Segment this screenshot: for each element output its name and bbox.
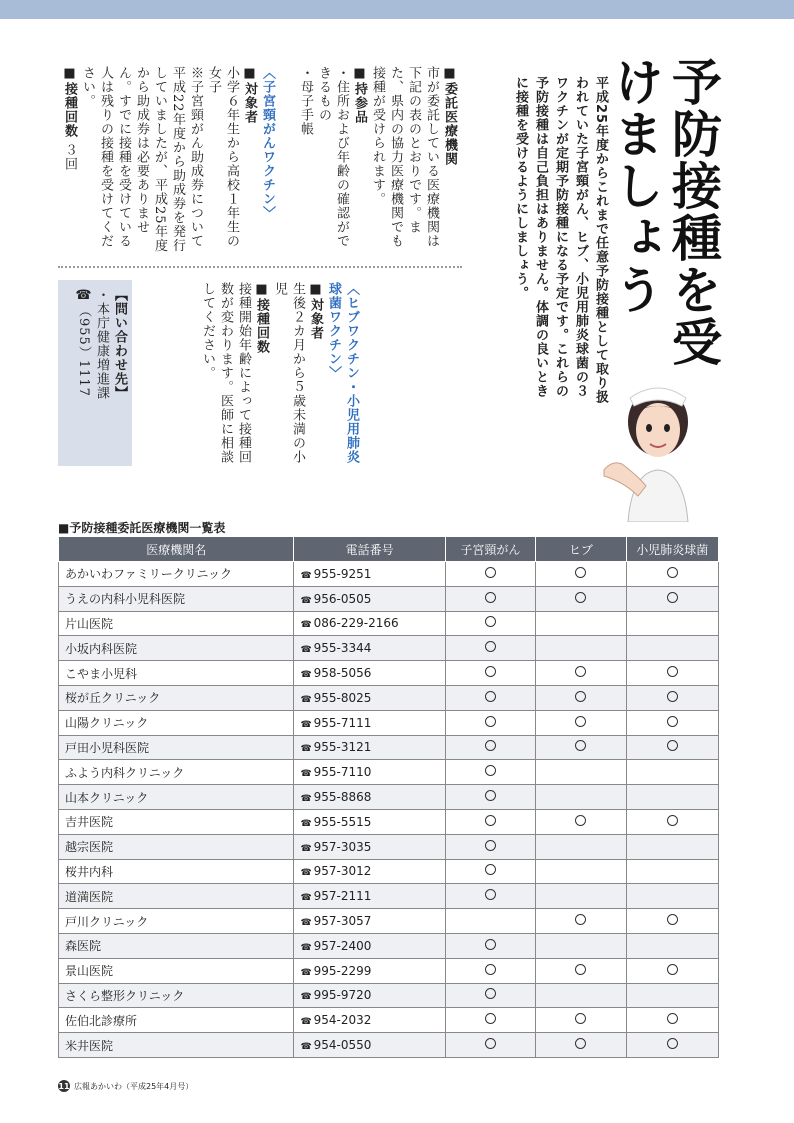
- phone-icon: ☎: [300, 1017, 312, 1028]
- phone-number: 957-3035: [313, 839, 372, 854]
- availability-cell: [626, 685, 718, 710]
- subsidy-note: ※子宮頸がん助成券について平成22年度から助成券を発行していましたが、平成25年度から助成券は必要ありません。すでに接種を受けている人は残りの接種を受けてください。: [80, 66, 203, 253]
- phone-number: 957-3012: [313, 864, 372, 879]
- availability-cell: [626, 933, 718, 958]
- table-row: [59, 710, 719, 735]
- bring-item-id: ・住所および年齢の確認ができるもの: [316, 66, 349, 248]
- heading-doses: ■接種回数: [62, 66, 77, 138]
- top-color-band: [0, 0, 794, 19]
- phone-icon: ☎: [300, 670, 312, 681]
- phone-cell: [294, 983, 445, 1008]
- availability-cell: [445, 834, 535, 859]
- phone-icon: ☎: [300, 818, 312, 829]
- available-circle-icon: [485, 666, 496, 677]
- phone-cell: [294, 834, 445, 859]
- table-row: [59, 785, 719, 810]
- table-row: [59, 1008, 719, 1033]
- available-circle-icon: [667, 964, 678, 975]
- institution-name: 佐伯北診療所: [59, 1008, 294, 1033]
- institution-name: あかいわファミリークリニック: [59, 562, 294, 587]
- availability-cell: [626, 834, 718, 859]
- available-circle-icon: [575, 1038, 586, 1049]
- phone-icon: ☎: [300, 918, 312, 929]
- table-row: [59, 834, 719, 859]
- available-circle-icon: [667, 567, 678, 578]
- available-circle-icon: [667, 691, 678, 702]
- institution-name: 桜が丘クリニック: [59, 685, 294, 710]
- phone-icon: ☎: [300, 645, 312, 656]
- available-circle-icon: [485, 790, 496, 801]
- phone-icon: ☎: [300, 570, 312, 581]
- institution-name: こやま小児科: [59, 661, 294, 686]
- available-circle-icon: [667, 1013, 678, 1024]
- available-circle-icon: [485, 592, 496, 603]
- phone-cell: [294, 661, 445, 686]
- section-cervical-vaccine: [58, 66, 276, 261]
- table-row: [59, 760, 719, 785]
- availability-cell: [536, 735, 626, 760]
- availability-cell: [445, 983, 535, 1008]
- doses-value: ３回: [62, 143, 77, 172]
- phone-cell: [294, 884, 445, 909]
- publication-name: 広報あかいわ（平成25年4月号）: [74, 1081, 194, 1091]
- availability-cell: [536, 760, 626, 785]
- lead-paragraph: 平成25年度からこれまで任意予防接種として取り扱われていた子宮頸がん、ヒブ、小児用肺炎球菌の３ワクチンが定期予防接種になる予定です。これらの予防接種は自己負担はありません。体調の良いときに接種を受けるようにしましょう。: [513, 76, 608, 405]
- phone-number: 957-3057: [313, 914, 372, 929]
- availability-cell: [536, 884, 626, 909]
- contact-dept: ・本庁健康増進課: [94, 288, 109, 400]
- available-circle-icon: [485, 616, 496, 627]
- institution-name: 米井医院: [59, 1033, 294, 1058]
- institution-name: 山陽クリニック: [59, 710, 294, 735]
- institution-name: 越宗医院: [59, 834, 294, 859]
- availability-cell: [626, 859, 718, 884]
- availability-cell: [626, 661, 718, 686]
- available-circle-icon: [575, 815, 586, 826]
- available-circle-icon: [575, 740, 586, 751]
- available-circle-icon: [485, 765, 496, 776]
- heading-target-2: ■対象者: [308, 282, 323, 340]
- available-circle-icon: [575, 716, 586, 727]
- availability-cell: [445, 884, 535, 909]
- available-circle-icon: [485, 988, 496, 999]
- institution-name: 片山医院: [59, 611, 294, 636]
- table-row: [59, 661, 719, 686]
- table-row: [59, 636, 719, 661]
- available-circle-icon: [485, 964, 496, 975]
- institution-name: 戸田小児科医院: [59, 735, 294, 760]
- table-row: [59, 958, 719, 983]
- phone-icon: ☎: [300, 942, 312, 953]
- availability-cell: [626, 611, 718, 636]
- availability-cell: [536, 611, 626, 636]
- availability-cell: [445, 1008, 535, 1033]
- available-circle-icon: [667, 592, 678, 603]
- institution-name: 景山医院: [59, 958, 294, 983]
- availability-cell: [626, 809, 718, 834]
- availability-cell: [445, 1033, 535, 1058]
- available-circle-icon: [575, 592, 586, 603]
- availability-cell: [445, 562, 535, 587]
- institution-name: 山本クリニック: [59, 785, 294, 810]
- page-number: 11: [58, 1081, 70, 1091]
- phone-icon: ☎: [300, 992, 312, 1003]
- availability-cell: [445, 710, 535, 735]
- section-medical-institutions: [278, 66, 458, 261]
- phone-cell: [294, 710, 445, 735]
- available-circle-icon: [667, 740, 678, 751]
- availability-cell: [445, 661, 535, 686]
- phone-number: 955-8025: [313, 690, 372, 705]
- phone-number: 995-9720: [313, 988, 372, 1003]
- available-circle-icon: [485, 815, 496, 826]
- phone-icon: ☎: [300, 893, 312, 904]
- availability-cell: [536, 661, 626, 686]
- table-row: [59, 909, 719, 934]
- phone-cell: [294, 735, 445, 760]
- contact-box: [58, 280, 132, 466]
- contact-phone: ☎（955）1117: [76, 288, 91, 397]
- institution-name: 道満医院: [59, 884, 294, 909]
- availability-cell: [536, 809, 626, 834]
- institution-name: さくら整形クリニック: [59, 983, 294, 1008]
- availability-cell: [445, 586, 535, 611]
- phone-cell: [294, 1033, 445, 1058]
- availability-cell: [445, 785, 535, 810]
- page-footer: [58, 1080, 193, 1092]
- availability-cell: [445, 760, 535, 785]
- table-row: [59, 933, 719, 958]
- available-circle-icon: [667, 666, 678, 677]
- phone-number: 954-2032: [313, 1013, 372, 1028]
- table-row: [59, 859, 719, 884]
- available-circle-icon: [667, 914, 678, 925]
- availability-cell: [536, 785, 626, 810]
- availability-cell: [445, 735, 535, 760]
- phone-icon: ☎: [300, 843, 312, 854]
- header-name: 医療機関名: [59, 537, 294, 562]
- phone-icon: ☎: [300, 719, 312, 730]
- availability-cell: [536, 586, 626, 611]
- phone-cell: [294, 909, 445, 934]
- availability-cell: [536, 859, 626, 884]
- institution-name: うえの内科小児科医院: [59, 586, 294, 611]
- phone-cell: [294, 859, 445, 884]
- table-row: [59, 685, 719, 710]
- available-circle-icon: [667, 815, 678, 826]
- table-row: [59, 562, 719, 587]
- availability-cell: [626, 760, 718, 785]
- contact-heading: 【問い合わせ先】: [112, 288, 127, 400]
- phone-cell: [294, 958, 445, 983]
- table-row: [59, 809, 719, 834]
- phone-icon: ☎: [300, 794, 312, 805]
- page-title: 予防接種を受けましょう: [606, 56, 722, 368]
- phone-number: 957-2111: [313, 889, 372, 904]
- available-circle-icon: [485, 716, 496, 727]
- available-circle-icon: [575, 964, 586, 975]
- phone-icon: ☎: [300, 967, 312, 978]
- vaccine-heading-hib: 〈ヒブワクチン・小児用肺炎球菌ワクチン〉: [326, 282, 359, 464]
- available-circle-icon: [485, 641, 496, 652]
- header-cervical: 子宮頸がん: [445, 537, 535, 562]
- phone-cell: [294, 785, 445, 810]
- institution-name: ふよう内科クリニック: [59, 760, 294, 785]
- heading-target: ■対象者: [242, 66, 257, 124]
- table-header-row: [59, 537, 719, 562]
- availability-cell: [536, 710, 626, 735]
- section-hib-pneumococcal: [170, 282, 360, 472]
- availability-cell: [626, 1008, 718, 1033]
- phone-cell: [294, 586, 445, 611]
- institution-name: 吉井医院: [59, 809, 294, 834]
- phone-cell: [294, 933, 445, 958]
- phone-icon: ☎: [300, 694, 312, 705]
- table-row: [59, 586, 719, 611]
- heading-bring-items: ■持参品: [352, 66, 367, 124]
- phone-cell: [294, 1008, 445, 1033]
- header-tel: 電話番号: [294, 537, 445, 562]
- institution-table: [58, 536, 719, 1058]
- availability-cell: [536, 958, 626, 983]
- availability-cell: [445, 909, 535, 934]
- table-row: [59, 983, 719, 1008]
- phone-number: 957-2400: [313, 938, 372, 953]
- table-row: [59, 611, 719, 636]
- availability-cell: [536, 636, 626, 661]
- availability-cell: [445, 933, 535, 958]
- phone-number: 955-7111: [313, 715, 372, 730]
- available-circle-icon: [485, 840, 496, 851]
- institutions-text: 市が委託している医療機関は下記の表のとおりです。また、県内の協力医療機関でも接種が受けられます。: [370, 66, 439, 248]
- heading-institutions: ■委託医療機関: [442, 66, 457, 166]
- available-circle-icon: [485, 691, 496, 702]
- bring-item-handbook: ・母子手帳: [298, 66, 313, 136]
- availability-cell: [445, 958, 535, 983]
- availability-cell: [536, 983, 626, 1008]
- availability-cell: [445, 685, 535, 710]
- available-circle-icon: [485, 1038, 496, 1049]
- availability-cell: [626, 983, 718, 1008]
- available-circle-icon: [485, 889, 496, 900]
- availability-cell: [626, 562, 718, 587]
- available-circle-icon: [485, 864, 496, 875]
- availability-cell: [445, 809, 535, 834]
- availability-cell: [626, 909, 718, 934]
- heading-doses-2: ■接種回数: [254, 282, 269, 354]
- divider: [58, 266, 462, 268]
- availability-cell: [626, 958, 718, 983]
- availability-cell: [536, 909, 626, 934]
- phone-cell: [294, 562, 445, 587]
- institution-name: 戸川クリニック: [59, 909, 294, 934]
- phone-number: 955-9251: [313, 566, 372, 581]
- availability-cell: [536, 1008, 626, 1033]
- nurse-illustration: [598, 372, 718, 522]
- phone-cell: [294, 636, 445, 661]
- availability-cell: [626, 785, 718, 810]
- availability-cell: [536, 1033, 626, 1058]
- availability-cell: [536, 562, 626, 587]
- phone-icon: ☎: [300, 744, 312, 755]
- available-circle-icon: [575, 567, 586, 578]
- available-circle-icon: [575, 666, 586, 677]
- available-circle-icon: [485, 939, 496, 950]
- availability-cell: [445, 611, 535, 636]
- table-title: ■予防接種委託医療機関一覧表: [58, 521, 226, 535]
- target-text-2: 生後２カ月から５歳未満の小児: [272, 282, 305, 464]
- available-circle-icon: [485, 567, 496, 578]
- institution-name: 小坂内科医院: [59, 636, 294, 661]
- availability-cell: [626, 586, 718, 611]
- phone-cell: [294, 611, 445, 636]
- phone-number: 954-0550: [313, 1038, 372, 1053]
- availability-cell: [536, 685, 626, 710]
- phone-icon: ☎: [300, 1042, 312, 1053]
- header-hib: ヒブ: [536, 537, 626, 562]
- phone-number: 955-5515: [313, 814, 372, 829]
- availability-cell: [626, 735, 718, 760]
- table-row: [59, 884, 719, 909]
- phone-cell: [294, 809, 445, 834]
- phone-number: 955-3344: [313, 641, 372, 656]
- phone-number: 958-5056: [313, 666, 372, 681]
- phone-number: 956-0505: [313, 591, 372, 606]
- phone-number: 955-7110: [313, 765, 372, 780]
- institution-name: 桜井内科: [59, 859, 294, 884]
- phone-number: 995-2299: [313, 963, 372, 978]
- availability-cell: [536, 834, 626, 859]
- phone-icon: ☎: [300, 868, 312, 879]
- table-row: [59, 735, 719, 760]
- availability-cell: [626, 710, 718, 735]
- institution-name: 森医院: [59, 933, 294, 958]
- available-circle-icon: [485, 740, 496, 751]
- header-pneumococcal: 小児肺炎球菌: [626, 537, 718, 562]
- phone-icon: ☎: [300, 769, 312, 780]
- phone-number: 086-229-2166: [313, 616, 399, 631]
- phone-cell: [294, 685, 445, 710]
- available-circle-icon: [667, 716, 678, 727]
- availability-cell: [626, 884, 718, 909]
- vaccine-heading-cervical: 〈子宮頸がんワクチン〉: [260, 66, 275, 220]
- availability-cell: [626, 1033, 718, 1058]
- phone-number: 955-3121: [313, 740, 372, 755]
- available-circle-icon: [485, 1013, 496, 1024]
- availability-cell: [626, 636, 718, 661]
- doses-text-2: 接種開始年齢によって接種回数が変わります。医師に相談してください。: [200, 282, 251, 464]
- available-circle-icon: [575, 914, 586, 925]
- available-circle-icon: [667, 1038, 678, 1049]
- available-circle-icon: [575, 691, 586, 702]
- phone-icon: ☎: [300, 595, 312, 606]
- table-row: [59, 1033, 719, 1058]
- phone-icon: ☎: [300, 620, 312, 631]
- phone-cell: [294, 760, 445, 785]
- phone-number: 955-8868: [313, 790, 372, 805]
- availability-cell: [445, 859, 535, 884]
- target-text: 小学６年生から高校１年生の女子: [206, 66, 239, 248]
- available-circle-icon: [575, 1013, 586, 1024]
- availability-cell: [445, 636, 535, 661]
- availability-cell: [536, 933, 626, 958]
